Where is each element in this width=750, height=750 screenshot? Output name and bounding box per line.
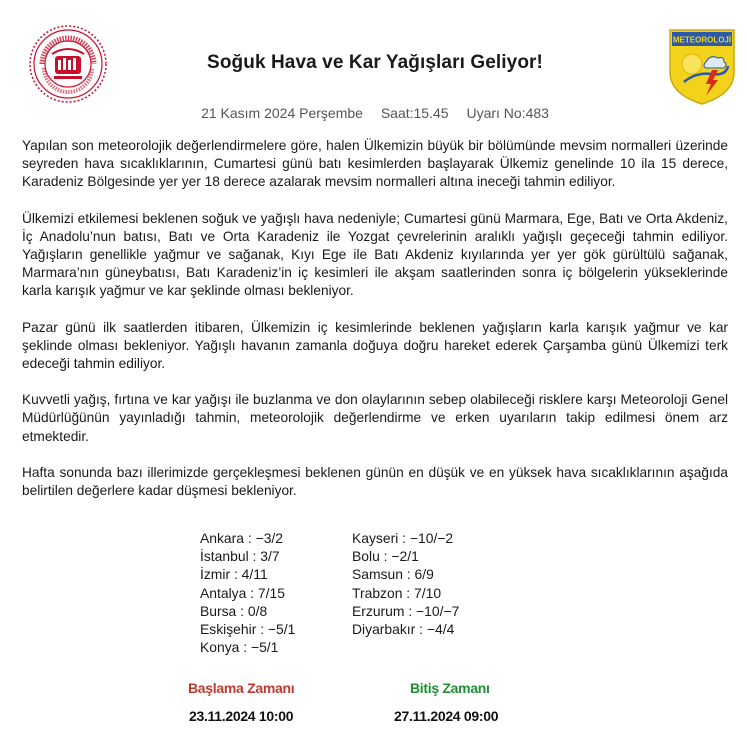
paragraph: Ülkemizi etkilemesi beklenen soğuk ve yağışlı hava nedeniyle; Cumartesi günü Marmara, Ege, Batı ve Orta Akdeniz, İç Anadolu’nun batısı, Batı ve Orta Karadeniz ile Yozgat çevrelerinin aralıklı yağışlı geçeceği tahmin ediliyor. Yağışların genellikle yağmur ve sağanak, Kıyı Ege ile Batı Akdeniz kıyılarında yer yer gök gürültülü sağanak, Marmara’nın güneybatısı, Batı Karadeniz’in iç kesimleri ile akşam saatlerinden sonra iç bölgelerin yükseklerinde karla karışık yağmur ve kar şeklinde olması bekleniyor.: [22, 210, 728, 299]
temperature-list-left: [200, 529, 295, 656]
city-temperature: Diyarbakır : −4/4: [352, 621, 455, 638]
start-time-value: 23.11.2024 10:00: [189, 708, 294, 724]
bulletin-date: 21 Kasım 2024 Perşembe: [201, 105, 363, 121]
bulletin-title: Soğuk Hava ve Kar Yağışları Geliyor!: [207, 52, 543, 73]
city-temperature: İstanbul : 3/7: [200, 548, 280, 565]
city-temperature: Kayseri : −10/−2: [352, 530, 454, 546]
paragraph: Yapılan son meteorolojik değerlendirmelere göre, halen Ülkemizin büyük bir bölümünde mevsim normalleri üzerinde seyreden hava sıcaklıklarının, Cumartesi günü batı kesimlerden başlayarak Ülkemiz genelinde 10 ila 15 derece, Karadeniz Bölgesinde yer yer 18 derece azalarak mevsim normalleri altına ineceği tahmin ediliyor.: [22, 138, 728, 190]
end-time-label: Bitiş Zamanı: [410, 680, 490, 696]
temperature-list-right: [352, 529, 459, 638]
warning-number: Uyarı No:483: [466, 105, 549, 121]
city-temperature: Bursa : 0/8: [200, 602, 268, 619]
city-temperature: Samsun : 6/9: [352, 566, 434, 583]
bulletin-time: Saat:15.45: [380, 105, 449, 121]
city-temperature: İzmir : 4/11: [200, 566, 268, 583]
paragraph: Kuvvetli yağış, fırtına ve kar yağışı ile buzlanma ve don olaylarının sebep olabileceği risklere karşı Meteoroloji Genel Müdürlüğünün yayınladığı tahmin, meteorolojik değerlendirme ve erken uyarıların takip edilmesi önem arz etmektedir.: [22, 392, 728, 444]
city-temperature: Ankara : −3/2: [200, 530, 284, 546]
city-temperature: Antalya : 7/15: [200, 584, 285, 601]
paragraph: Pazar günü ilk saatlerden itibaren, Ülkemizin iç kesimlerinde beklenen yağışların karla karışık yağmur ve kar şeklinde olması bekleniyor. Yağışlı havanın zamanla doğuya doğru hareket ederek Çarşamba günü Ülkemizi terk edeceği tahmin ediliyor.: [22, 319, 728, 372]
ministry-seal-logo: [28, 24, 108, 104]
city-temperature: Konya : −5/1: [200, 639, 279, 656]
start-time-label: Başlama Zamanı: [188, 680, 295, 696]
end-time-value: 27.11.2024 09:00: [394, 708, 499, 724]
bulletin-body: [22, 137, 728, 518]
meteoroloji-shield-logo: [666, 26, 738, 106]
city-temperature: Bolu : −2/1: [352, 548, 419, 565]
svg-text:METEOROLOJİ: METEOROLOJİ: [672, 35, 732, 45]
paragraph: Hafta sonunda bazı illerimizde gerçekleşmesi beklenen günün en düşük ve en yüksek hava sıcaklıklarının aşağıda belirtilen değerlere kadar düşmesi bekleniyor.: [22, 464, 728, 499]
city-temperature: Trabzon : 7/10: [352, 584, 442, 601]
city-temperature: Erzurum : −10/−7: [352, 602, 460, 619]
city-temperature: Eskişehir : −5/1: [200, 621, 296, 638]
bulletin-meta: [0, 105, 750, 121]
